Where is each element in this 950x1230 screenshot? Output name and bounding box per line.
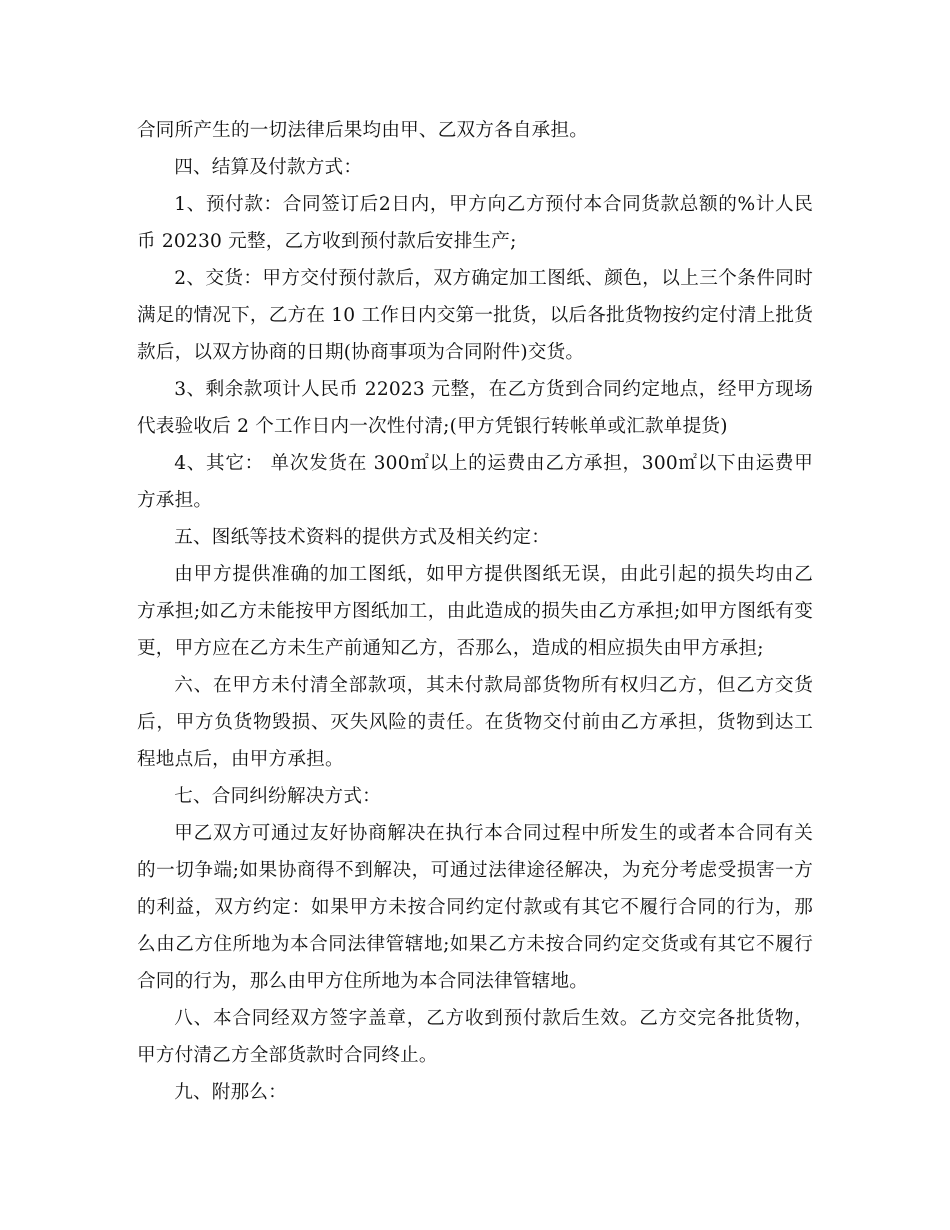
paragraph-other-freight: 4、其它： 单次发货在 300㎡以上的运费由乙方承担，300㎡以下由运费甲方承担。 [137,453,813,511]
paragraph-delivery: 2、交货：甲方交付预付款后，双方确定加工图纸、颜色，以上三个条件同时满足的情况下，乙方在 10 工作日内交第一批货，以后各批货物按约定付清上批货款后，以双方协商的日期(协商事项为合同附件)交货。 [137,268,813,363]
paragraph-drawings-responsibility: 由甲方提供准确的加工图纸，如甲方提供图纸无误，由此引起的损失均由乙方承担;如乙方未能按甲方图纸加工，由此造成的损失由乙方承担;如甲方图纸有变更，甲方应在乙方未生产前通知乙方，否那么，造成的相应损失由甲方承担; [137,564,813,659]
paragraph-remaining-payment: 3、剩余款项计人民币 22023 元整，在乙方货到合同约定地点，经甲方现场代表验收后 2 个工作日内一次性付清;(甲方凭银行转帐单或汇款单提货) [137,379,813,437]
paragraph-effectiveness-termination: 八、本合同经双方签字盖章，乙方收到预付款后生效。乙方交完各批货物，甲方付清乙方全部货款时合同终止。 [137,1008,813,1066]
heading-settlement-payment: 四、结算及付款方式： [174,157,363,178]
paragraph-liability-continuation: 合同所产生的一切法律后果均由甲、乙双方各自承担。 [137,120,589,141]
document-body [137,112,813,1111]
paragraph-dispute-resolution: 甲乙双方可通过友好协商解决在执行本合同过程中所发生的或者本合同有关的一切争端;如果协商得不到解决，可通过法律途径解决，为充分考虑受损害一方的利益，双方约定：如果甲方未按合同约定付款或有其它不履行合同的行为，那么由乙方住所地为本合同法律管辖地;如果乙方未按合同约定交货或有其它不履行合同的行为，那么由甲方住所地为本合同法律管辖地。 [137,823,813,992]
paragraph-ownership-risk: 六、在甲方未付清全部款项，其未付款局部货物所有权归乙方，但乙方交货后，甲方负货物毁损、灭失风险的责任。在货物交付前由乙方承担，货物到达工程地点后，由甲方承担。 [137,675,813,770]
heading-supplementary-provisions: 九、附那么： [174,1082,287,1103]
paragraph-prepayment: 1、预付款：合同签订后2日内，甲方向乙方预付本合同货款总额的%计人民币 20230 元整，乙方收到预付款后安排生产; [137,194,813,252]
heading-drawings-technical-data: 五、图纸等技术资料的提供方式及相关约定： [174,527,551,548]
heading-dispute-resolution: 七、合同纠纷解决方式： [174,786,381,807]
